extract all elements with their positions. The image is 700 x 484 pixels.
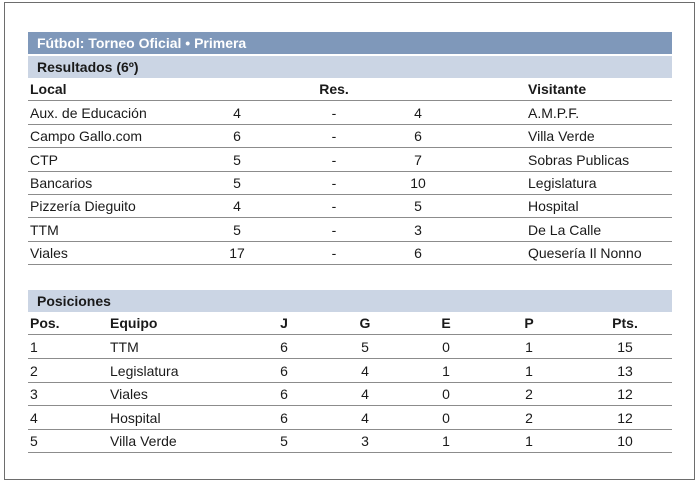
away-score: 10 [410, 174, 426, 191]
position: 5 [30, 433, 38, 450]
away-score: 7 [414, 151, 422, 168]
away-team: Villa Verde [528, 128, 595, 145]
table-row [28, 125, 672, 148]
points: 10 [617, 433, 633, 450]
home-score: 5 [233, 151, 241, 168]
team-name: Villa Verde [110, 433, 177, 450]
home-score: 4 [233, 198, 241, 215]
home-team: Aux. de Educación [30, 105, 147, 121]
won: 5 [361, 339, 369, 355]
home-score: 5 [233, 174, 241, 191]
points: 15 [617, 339, 633, 355]
home-team: Bancarios [30, 174, 93, 191]
lost: 1 [525, 433, 533, 450]
page-title: Fútbol: Torneo Oficial • Primera [28, 32, 672, 54]
home-team: CTP [30, 151, 58, 168]
played: 6 [280, 386, 288, 403]
home-score: 4 [233, 105, 241, 121]
table-row [28, 195, 672, 218]
standings-section-title: Posiciones [28, 290, 672, 312]
won: 3 [361, 433, 369, 450]
drawn: 0 [442, 339, 450, 355]
score-separator: - [331, 128, 337, 145]
lost: 2 [525, 386, 533, 403]
lost: 1 [525, 339, 533, 355]
position: 1 [30, 339, 38, 355]
score-separator: - [331, 244, 337, 261]
won: 4 [361, 409, 369, 426]
away-team: A.M.P.F. [528, 105, 580, 121]
played: 6 [280, 409, 288, 426]
home-team: Campo Gallo.com [30, 128, 143, 145]
team-name: Legislatura [110, 362, 179, 379]
points: 12 [617, 409, 633, 426]
table-row [28, 336, 672, 359]
won: 4 [361, 362, 369, 379]
away-score: 6 [414, 244, 422, 261]
lost: 2 [525, 409, 533, 426]
played: 5 [280, 433, 288, 450]
score-separator: - [331, 174, 337, 191]
header-visitor: Visitante [528, 81, 587, 97]
drawn: 1 [442, 433, 450, 450]
won: 4 [361, 386, 369, 403]
home-team: Pizzería Dieguito [30, 198, 136, 215]
score-separator: - [331, 151, 337, 168]
score-separator: - [331, 198, 337, 215]
played: 6 [280, 339, 288, 355]
position: 3 [30, 386, 38, 403]
header-pts: Pts. [612, 315, 638, 331]
drawn: 0 [442, 386, 450, 403]
away-score: 5 [414, 198, 422, 215]
score-separator: - [331, 105, 337, 121]
drawn: 1 [442, 362, 450, 379]
home-team: Viales [30, 244, 68, 261]
table-row [28, 219, 672, 242]
away-score: 3 [414, 221, 422, 238]
lost: 1 [525, 362, 533, 379]
header-g: G [359, 315, 371, 331]
away-team: Quesería Il Nonno [528, 244, 642, 261]
position: 2 [30, 362, 38, 379]
points: 13 [617, 362, 633, 379]
score-separator: - [331, 221, 337, 238]
position: 4 [30, 409, 38, 426]
header-team: Equipo [110, 315, 158, 331]
home-team: TTM [30, 221, 59, 238]
table-row [28, 430, 672, 453]
header-p: P [524, 315, 534, 331]
home-score: 6 [233, 128, 241, 145]
away-team: Hospital [528, 198, 579, 215]
standings-header-row [28, 312, 672, 335]
team-name: TTM [110, 339, 139, 355]
away-team: De La Calle [528, 221, 602, 238]
away-score: 6 [414, 128, 422, 145]
played: 6 [280, 362, 288, 379]
team-name: Viales [110, 386, 148, 403]
results-section-title: Resultados (6º) [28, 56, 672, 78]
table-row [28, 102, 672, 125]
home-score: 17 [229, 244, 245, 261]
points: 12 [617, 386, 633, 403]
table-row [28, 407, 672, 430]
team-name: Hospital [110, 409, 161, 426]
table-row [28, 383, 672, 406]
table-row [28, 149, 672, 172]
header-j: J [280, 315, 288, 331]
header-res: Res. [319, 81, 349, 97]
header-pos: Pos. [30, 315, 60, 331]
away-team: Sobras Publicas [528, 151, 630, 168]
drawn: 0 [442, 409, 450, 426]
results-header-row [28, 78, 672, 101]
away-score: 4 [414, 105, 422, 121]
header-e: E [441, 315, 451, 331]
away-team: Legislatura [528, 174, 597, 191]
table-row [28, 360, 672, 383]
header-local: Local [30, 81, 67, 97]
table-row [28, 242, 672, 265]
home-score: 5 [233, 221, 241, 238]
table-row [28, 172, 672, 195]
